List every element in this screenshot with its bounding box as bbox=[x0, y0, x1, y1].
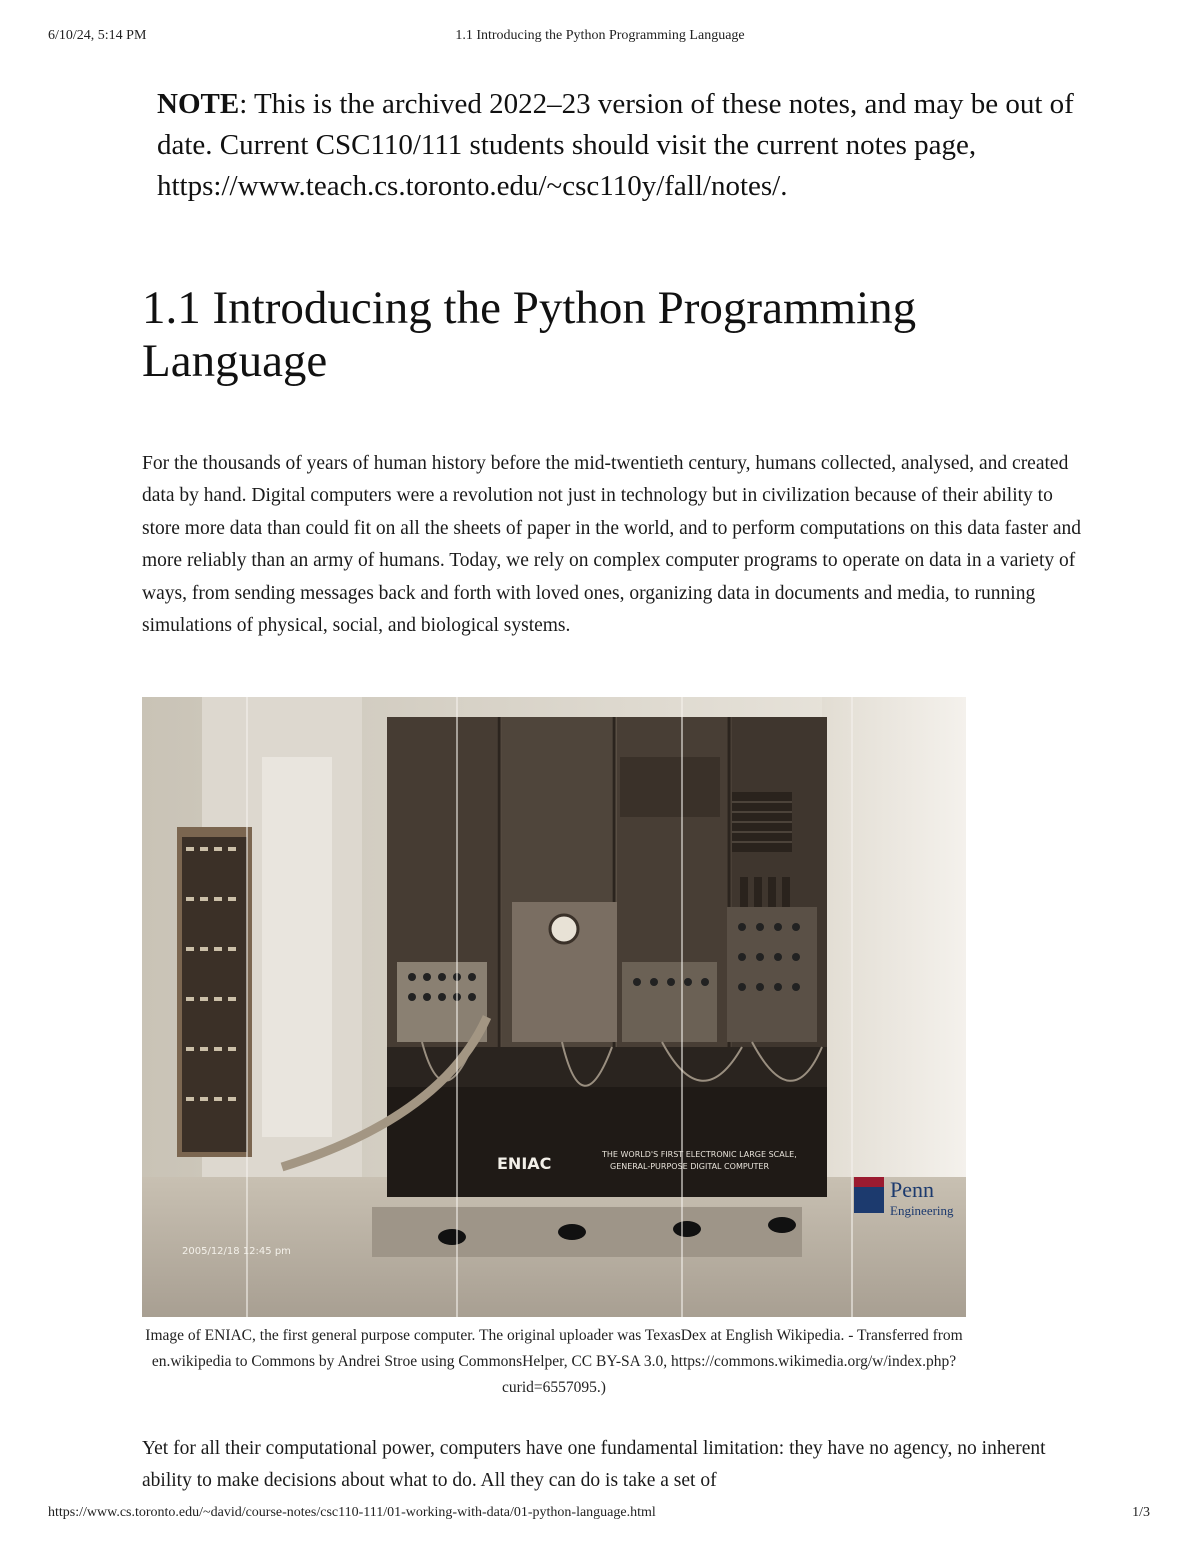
second-paragraph: Yet for all their computational power, computers have one fundamental limitation: they have no agency, no inherent ability to make decisions about what to do. All they can do is take a set of bbox=[142, 1438, 1046, 1492]
print-footer bbox=[0, 1505, 1200, 1525]
eniac-photo bbox=[142, 697, 966, 1317]
note-label: NOTE bbox=[157, 88, 240, 120]
archive-note bbox=[157, 84, 1077, 207]
eniac-photo-illustration bbox=[142, 697, 966, 1317]
print-header bbox=[0, 28, 1200, 48]
eniac-sign-text: ENIAC bbox=[497, 1154, 552, 1173]
eniac-sign-subtext-1: THE WORLD'S FIRST ELECTRONIC LARGE SCALE, bbox=[602, 1150, 797, 1159]
eniac-sign-subtext-2: GENERAL-PURPOSE DIGITAL COMPUTER bbox=[610, 1162, 770, 1171]
note-text: : This is the archived 2022–23 version of these notes, and may be out of date. Current CSC110/111 students should visit the current notes page, https://www.teach.cs.toronto.edu/~csc110y/fall/notes/. bbox=[157, 88, 1074, 202]
print-url: https://www.cs.toronto.edu/~david/course-notes/csc110-111/01-working-with-data/01-python-language.html bbox=[48, 1505, 656, 1520]
print-datetime: 6/10/24, 5:14 PM bbox=[48, 28, 147, 43]
penn-logo-text: Penn bbox=[890, 1177, 934, 1202]
figure-caption: Image of ENIAC, the first general purpose computer. The original uploader was TexasDex at English Wikipedia. - Transferred from en.wikipedia to Commons by Andrei Stroe using CommonsHelper, CC BY-SA 3.0, https://commons.wikimedia.org/w/index.php?curid=6557095.) bbox=[145, 1327, 963, 1396]
intro-paragraph: For the thousands of years of human history before the mid-twentieth century, humans collected, analysed, and created data by hand. Digital computers were a revolution not just in technology but in civilization because of their ability to store more data than could fit on all the sheets of paper in the world, and to perform computations on this data faster and more reliably than an army of humans. Today, we rely on complex computer programs to operate on data in a variety of ways, from sending messages back and forth with loved ones, organizing data in documents and media, to running simulations of physical, social, and biological systems. bbox=[142, 453, 1081, 637]
page-number: 1/3 bbox=[1132, 1505, 1150, 1520]
print-title: 1.1 Introducing the Python Programming Language bbox=[455, 28, 745, 43]
engineering-logo-text: Engineering bbox=[890, 1203, 954, 1218]
page-title: 1.1 Introducing the Python Programming Language bbox=[142, 282, 917, 387]
photo-timestamp: 2005/12/18 12:45 pm bbox=[182, 1246, 291, 1257]
